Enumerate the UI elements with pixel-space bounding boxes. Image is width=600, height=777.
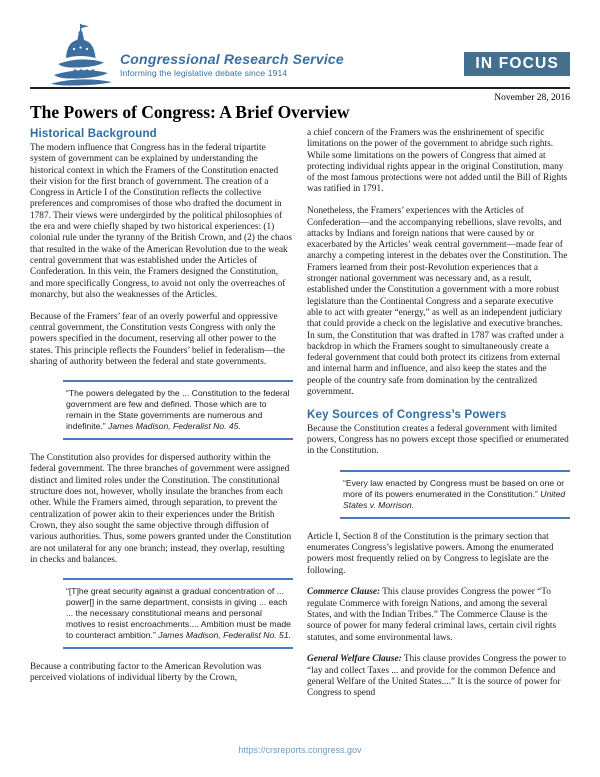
- commerce-clause-text: This clause provides Congress the power “To regulate Commerce with foreign Nations, and among the several States, and with the Indian Tribes.” The Commerce Clause is the source of power for many federal criminal laws, certain civil rights statutes, and some environmental laws.: [307, 587, 557, 643]
- document-date: November 28, 2016: [494, 93, 570, 103]
- org-tagline: Informing the legislative debate since 1914: [120, 68, 288, 78]
- crs-logo-text: [120, 24, 344, 78]
- footer-url-link[interactable]: https://crsreports.congress.gov: [238, 745, 362, 755]
- crs-logo: [50, 24, 344, 86]
- quote-text: “[T]he great security against a gradual concentration of ... power[] in the same department, consists in giving ... each ... the necessary constitutional means and personal motives to resist encroachments.... Ambition must be made to counteract ambition.”: [66, 586, 291, 641]
- general-welfare-clause-lead: General Welfare Clause:: [307, 654, 402, 665]
- quote-text: “The powers delegated by the ... Constitution to the federal government are few and defined. Those which are to remain in the State governments are numerous and indefinite.”: [66, 388, 290, 432]
- paragraph-general-welfare-clause: [307, 654, 570, 699]
- page-footer: [0, 740, 600, 758]
- paragraph-historical-1: The modern influence that Congress has in the federal tripartite system of government can be explained by understanding the historical context in which the Framers of the Constitution enacted their vision for the first branch of government. The creation of a Congress in Article I of the Constitution reflects the collective preferences and compromises of those who drafted the document in 1787. Their views were undergirded by the political philosophies of the era and were chiefly shaped by two historical experiences: (1) colonial rule under the tyranny of the British Crown, and (2) the chaos that resulted in the wake of the American Revolution due to the weak central government that was established under the Articles of Confederation. In this vein, the Framers designed the Constitution, and more specifically Congress, to avoid not only the overreaches of monarchy, but also the weaknesses of the Articles.: [30, 143, 293, 300]
- in-focus-badge: IN FOCUS: [464, 52, 570, 76]
- quote-attribution: James Madison, Federalist No. 45.: [108, 421, 241, 432]
- quote-attribution: United States v. Morrison.: [343, 488, 566, 510]
- paragraph-historical-4: Because a contributing factor to the American Revolution was perceived violations of individual liberty by the Crown,: [30, 662, 262, 684]
- capitol-dome-icon: [50, 24, 114, 86]
- header-rule: [30, 87, 570, 89]
- page-title: The Powers of Congress: A Brief Overview: [30, 102, 350, 122]
- pull-quote-federalist-45: [63, 380, 293, 440]
- two-column-body: [30, 128, 570, 740]
- section-heading-historical-background: Historical Background: [30, 128, 157, 140]
- paragraph-rights-1: a chief concern of the Framers was the enshrinement of specific limitations on the power of the government to abridge such rights. While some limitations on the powers of Congress that aimed at protecting individual rights appear in the original Constitution, many of the most famous protections were not added until the Bill of Rights was ratified in 1791.: [307, 128, 568, 195]
- general-welfare-clause-text: This clause provides Congress the power to “lay and collect Taxes ... and provide for the common Defence and general Welfare of the United States....” It is the source of power for Congress to spend: [307, 654, 566, 699]
- right-column: [307, 128, 570, 740]
- left-column: [30, 128, 293, 740]
- paragraph-historical-3: The Constitution also provides for dispersed authority within the federal government. The three branches of government were assigned distinct and limited roles under the Constitution. The constitutional structure does not, however, wholly insulate the branches from each other. While the Framers aimed, through separation, to prevent the centralization of power akin to their experiences under the British Crown, they also sought the same objective through diffusion of various authorities. Thus, some powers granted under the Constitution are not unilateral for any one branch; instead, they overlap, resulting in checks and balances.: [30, 453, 292, 565]
- quote-text: “Every law enacted by Congress must be based on one or more of its powers enumerated in the Constitution.”: [343, 477, 565, 499]
- paragraph-rights-2: Nonetheless, the Framers’ experiences with the Articles of Confederation—and the accompanying rebellions, slave revolts, and attacks by Indians and foreign nations that were caused by or exacerbated by the Articles’ weak central government—made fear of anarchy a competing interest in the debates over the Constitution. The Framers learned from their post-Revolution experiences that a stronger national government was necessary and, as a result, established under the Constitution a government with a more robust legislature than the Continental Congress and a separate executive able to act with greater “energy,” as well as an independent judiciary that could provide a check on the legislative and executive branches. In sum, the Constitution that was drafted in 1787 was crafted under a backdrop in which the Framers sought to simultaneously create a federal government that could both protect its citizens from external and internal harm and influence, and also keep the states and the people of the country safe from domination by the centralized government.: [307, 206, 568, 398]
- paragraph-key-sources-1: Because the Constitution creates a federal government with limited powers, Congress has no powers except those specified or enumerated in the Constitution.: [307, 423, 569, 457]
- quote-attribution: James Madison, Federalist No. 51.: [158, 630, 291, 641]
- section-heading-key-sources: Key Sources of Congress’s Powers: [307, 408, 507, 421]
- paragraph-article1-section8: Article I, Section 8 of the Constitution is the primary section that enumerates Congress’s legislative powers. Among the enumerated powers most frequently relied on by Congress to legislate are the following.: [307, 531, 554, 576]
- pull-quote-morrison: [340, 470, 570, 519]
- paragraph-historical-2: Because of the Framers’ fear of an overly powerful and oppressive central government, the Constitution vests Congress with only the powers specified in the document, reserving all other power to the states. This principle reflects the Founders’ belief in federalism—the sharing of authority between the federal and state governments.: [30, 311, 285, 367]
- pull-quote-federalist-51: [63, 578, 293, 649]
- paragraph-commerce-clause: [307, 587, 570, 643]
- org-name: Congressional Research Service: [120, 51, 344, 67]
- commerce-clause-lead: Commerce Clause:: [307, 587, 381, 598]
